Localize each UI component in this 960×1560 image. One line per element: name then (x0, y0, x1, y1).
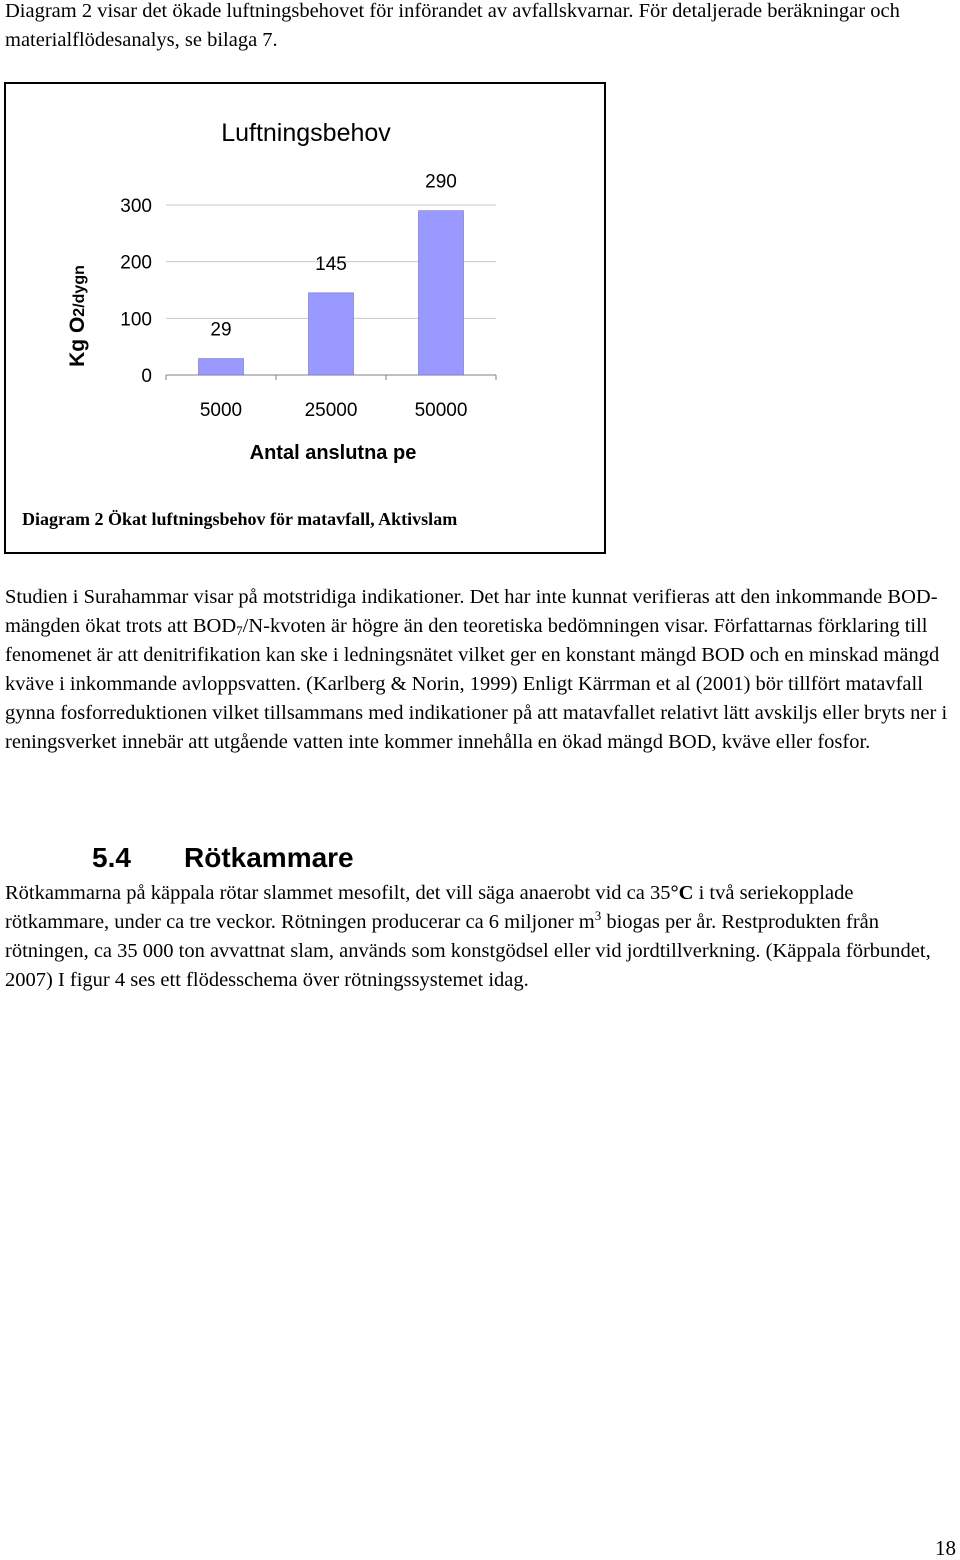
y-axis-label (66, 265, 89, 367)
y-axis-label-main: Kg O (66, 316, 89, 367)
x-tick-label: 25000 (304, 400, 358, 421)
x-tick-label: 50000 (414, 400, 468, 421)
y-tick-label: 200 (120, 252, 152, 274)
bar-5000 (199, 359, 244, 375)
bar-50000 (419, 211, 464, 375)
x-axis-label: Antal anslutna pe (249, 442, 417, 464)
body2-text-c: biogas per år. Restprodukten från rötningen, ca 35 000 ton avvattnat slam, används som konstgödsel eller vid jordtillverkning. (Käppala förbundet, 2007) I figur 4 ses ett flödesschema över rötningssystemet idag. (5, 911, 931, 991)
y-axis-label-unit: 2/dygn (71, 265, 88, 317)
y-tick-label: 100 (120, 309, 152, 331)
body2-superscript: 3 (594, 908, 602, 923)
bar-chart (6, 84, 604, 504)
bar-value-label: 290 (425, 171, 457, 193)
bar-value-label: 145 (315, 253, 347, 275)
page-number: 18 (935, 1536, 956, 1560)
bars (199, 211, 464, 375)
body2-text-a: Rötkammarna på käppala rötar slammet mesofilt, det vill säga anaerobt vid ca 35 (5, 882, 671, 904)
body1-text-a: Studien i Surahammar visar på motstridiga indikationer. Det har inte kunnat verifieras att den inkommande BOD- mängden ökat trots att BOD (5, 586, 938, 637)
body-paragraph-surahammar (5, 583, 960, 757)
body2-text-b: i två seriekopplade rötkammare, under ca tre veckor. Rötningen producerar ca 6 miljoner m (5, 882, 854, 933)
degree-celsius: °C (670, 882, 694, 904)
x-tick-label: 5000 (199, 400, 243, 421)
chart-title: Luftningsbehov (221, 119, 391, 147)
y-tick-label: 300 (120, 196, 152, 217)
y-tick-labels (120, 196, 152, 387)
body1-text-b: /N-kvoten är högre än den teoretiska bedömningen visar. Författarnas förklaring till fenomenet är att denitrifikation kan ske i ledningsnätet vilket ger en konstant mängd BOD och en minskad mängd kväve i inkommande avloppsvatten. (Karlberg & Norin, 1999) Enligt Kärrman et al (2001) bör tillfört matavfall gynna fosforreduktionen vilket tillsammans med indikationer på att matavfallet relativt lätt avskiljs eller bryts ner i reningsverket innebär att utgående vatten inte kommer innehålla en ökad mängd BOD, kväve eller fosfor. (5, 615, 948, 753)
section-title: Rötkammare (184, 842, 354, 873)
y-tick-label: 0 (141, 366, 152, 387)
figure-caption: Diagram 2 Ökat luftningsbehov för matavfall, Aktivslam (22, 509, 458, 529)
figure-box (4, 82, 606, 554)
body1-subscript: 7 (236, 623, 243, 638)
bar-25000 (309, 293, 354, 375)
bar-value-label: 29 (210, 319, 232, 341)
intro-paragraph: Diagram 2 visar det ökade luftningsbehovet för införandet av avfallskvarnar. För detaljerade beräkningar och materialflödesanalys, se bilaga 7. (5, 0, 900, 51)
body-paragraph-rotkammare (5, 879, 960, 995)
section-heading (92, 840, 354, 876)
section-number: 5.4 (92, 842, 131, 873)
x-tick-labels (200, 400, 468, 421)
